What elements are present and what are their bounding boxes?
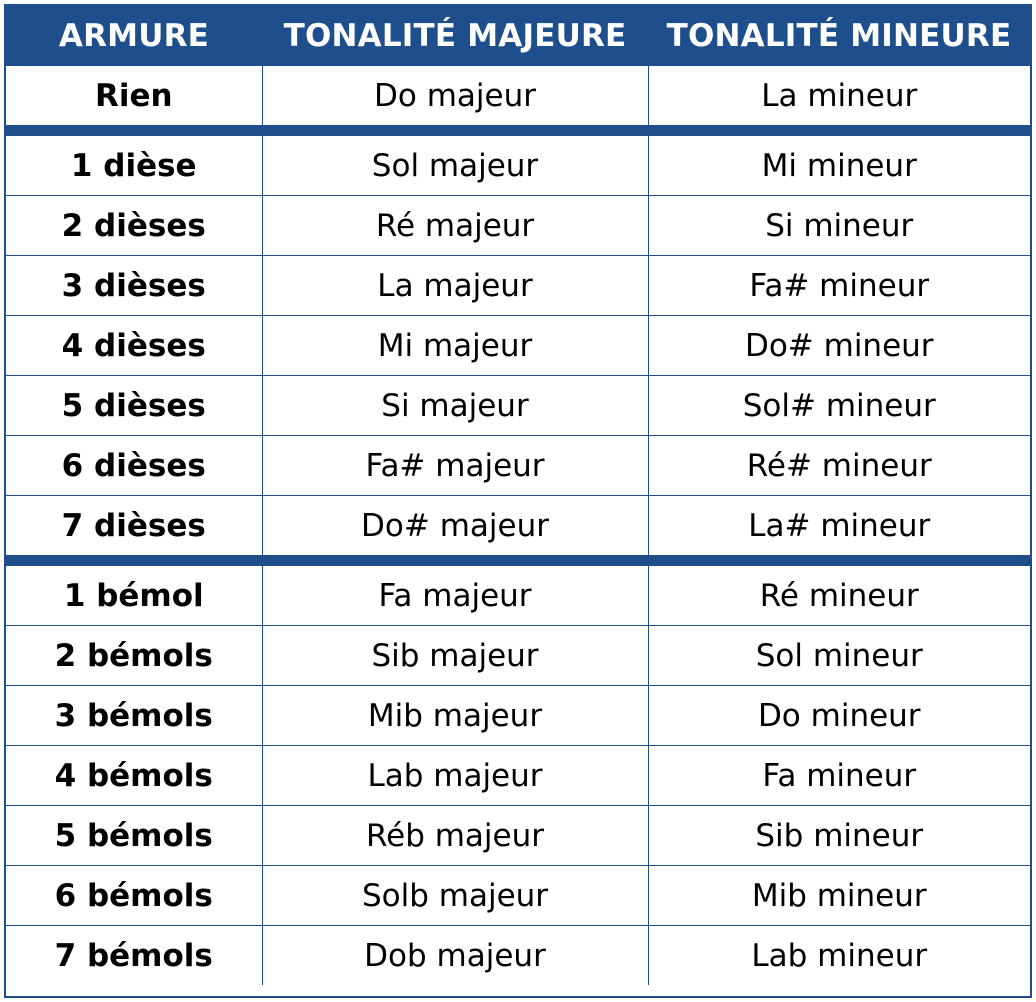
- minor-key-cell: Sol# mineur: [648, 376, 1030, 436]
- minor-key-cell: Fa mineur: [648, 746, 1030, 806]
- key-signature-table: [6, 6, 1030, 985]
- major-key-cell: Si majeur: [262, 376, 648, 436]
- table-row: [6, 806, 1030, 866]
- table-row: [6, 686, 1030, 746]
- table-row: [6, 566, 1030, 626]
- minor-key-cell: Ré# mineur: [648, 436, 1030, 496]
- group-separator: [6, 126, 1030, 137]
- armure-cell: 2 bémols: [6, 626, 262, 686]
- table-row: [6, 436, 1030, 496]
- armure-cell: 6 dièses: [6, 436, 262, 496]
- armure-cell: 3 bémols: [6, 686, 262, 746]
- major-key-cell: Mi majeur: [262, 316, 648, 376]
- major-key-cell: Do majeur: [262, 66, 648, 126]
- armure-cell: 1 dièse: [6, 136, 262, 196]
- armure-cell: 3 dièses: [6, 256, 262, 316]
- armure-cell: 7 bémols: [6, 926, 262, 986]
- group-separator: [6, 556, 1030, 567]
- minor-key-cell: Do# mineur: [648, 316, 1030, 376]
- table-row: [6, 316, 1030, 376]
- minor-key-cell: Lab mineur: [751, 937, 928, 974]
- major-key-cell: Réb majeur: [262, 806, 648, 866]
- armure-cell: 7 dièses: [6, 496, 262, 556]
- minor-key-cell: Mib mineur: [648, 866, 1030, 926]
- header-tonalite-mineure: TONALITÉ MINEURE: [648, 6, 1030, 66]
- major-key-cell: La majeur: [262, 256, 648, 316]
- minor-key-cell: La mineur: [648, 66, 1030, 126]
- table-row: [6, 376, 1030, 436]
- minor-key-cell: La# mineur: [648, 496, 1030, 556]
- table-header: [6, 6, 1030, 66]
- table-row: [6, 746, 1030, 806]
- armure-cell: 6 bémols: [6, 866, 262, 926]
- major-key-cell: Lab majeur: [262, 746, 648, 806]
- armure-cell: 4 dièses: [6, 316, 262, 376]
- key-signature-table-container: [4, 4, 1032, 998]
- major-key-cell: Do# majeur: [262, 496, 648, 556]
- table-body: [6, 66, 1030, 985]
- armure-cell: 5 dièses: [6, 376, 262, 436]
- major-key-cell: Mib majeur: [262, 686, 648, 746]
- major-key-cell: Solb majeur: [262, 866, 648, 926]
- major-key-cell: Sib majeur: [262, 626, 648, 686]
- table-row: [6, 496, 1030, 556]
- major-key-cell: Ré majeur: [262, 196, 648, 256]
- header-tonalite-majeure: TONALITÉ MAJEURE: [262, 6, 648, 66]
- minor-key-cell: Sol mineur: [648, 626, 1030, 686]
- header-row: [6, 6, 1030, 66]
- table-row: [6, 196, 1030, 256]
- table-row: [6, 256, 1030, 316]
- table-row: [6, 66, 1030, 126]
- major-key-cell: Fa majeur: [262, 566, 648, 626]
- table-row: [6, 926, 1030, 986]
- armure-cell: 1 bémol: [6, 566, 262, 626]
- minor-key-cell: Mi mineur: [648, 136, 1030, 196]
- minor-key-cell: Do mineur: [648, 686, 1030, 746]
- major-key-cell: Dob majeur: [262, 926, 648, 986]
- table-row: [6, 136, 1030, 196]
- minor-key-cell: Sib mineur: [648, 806, 1030, 866]
- armure-cell: 2 dièses: [6, 196, 262, 256]
- minor-key-cell: Si mineur: [648, 196, 1030, 256]
- table-row: [6, 626, 1030, 686]
- major-key-cell: Fa# majeur: [262, 436, 648, 496]
- armure-cell: 5 bémols: [6, 806, 262, 866]
- minor-key-cell: Fa# mineur: [648, 256, 1030, 316]
- group-separator-bar: [6, 556, 1030, 567]
- group-separator-bar: [6, 126, 1030, 137]
- minor-key-cell: Ré mineur: [648, 566, 1030, 626]
- table-row: [6, 866, 1030, 926]
- header-armure: ARMURE: [6, 6, 262, 66]
- armure-cell: 4 bémols: [6, 746, 262, 806]
- armure-cell: Rien: [6, 66, 262, 126]
- major-key-cell: Sol majeur: [262, 136, 648, 196]
